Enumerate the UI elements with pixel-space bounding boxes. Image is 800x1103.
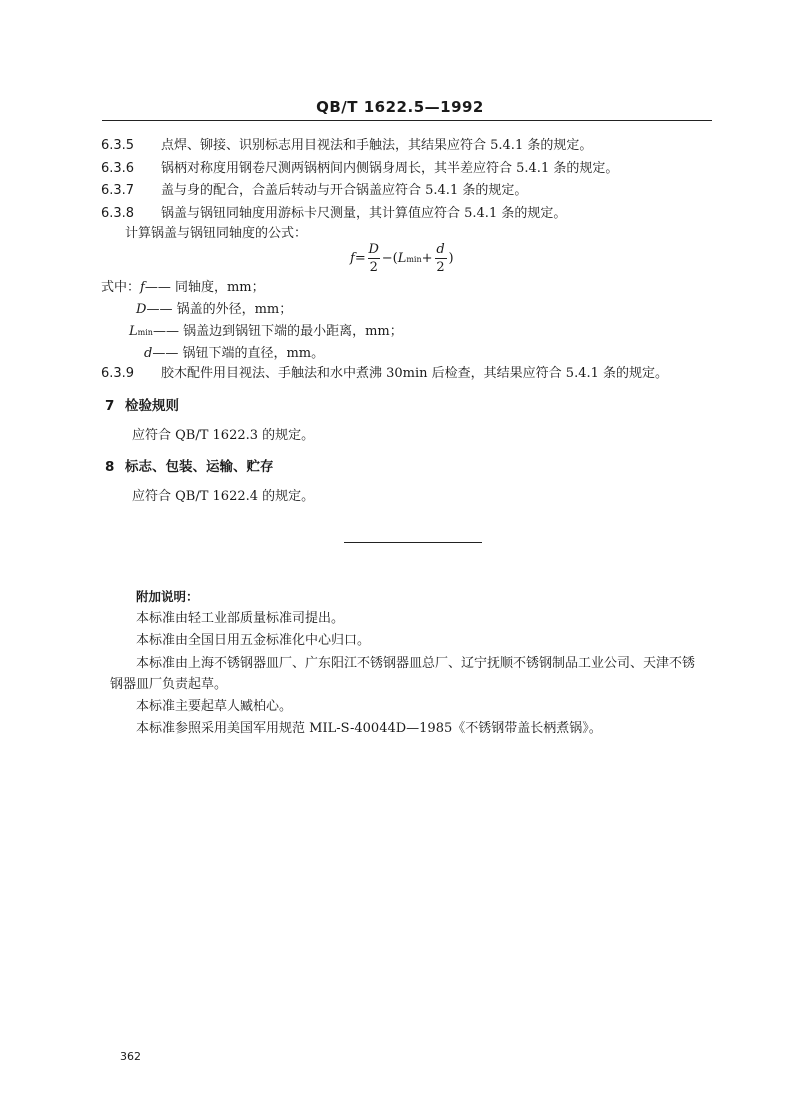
fraction-numerator: D — [368, 242, 379, 257]
section-title: 标志、包装、运输、贮存 — [125, 459, 274, 475]
notes-line: 本标准主要起草人臧柏心。 — [136, 699, 293, 714]
section-number: 7 — [105, 398, 115, 414]
legend-symbol: D — [136, 302, 147, 317]
section-7-body: 应符合 QB/T 1622.3 的规定。 — [132, 428, 315, 443]
clause-number: 6.3.8 — [101, 206, 135, 221]
section-title: 检验规则 — [125, 398, 179, 414]
clause-6-3-7 — [101, 183, 527, 199]
legend-text: —— 锅钮下端的直径，mm。 — [152, 346, 325, 361]
legend-symbol: L — [129, 324, 138, 339]
clause-6-3-9 — [101, 366, 668, 382]
notes-line: 本标准由上海不锈钢器皿厂、广东阳江不锈钢器皿总厂、辽宁抚顺不锈钢制品工业公司、天津不锈 — [136, 656, 696, 671]
legend-line-lmin — [129, 324, 403, 341]
clause-text: 锅盖与锅钮同轴度用游标卡尺测量，其计算值应符合 5.4.1 条的规定。 — [161, 206, 567, 221]
clause-text: 盖与身的配合，合盖后转动与开合锅盖应符合 5.4.1 条的规定。 — [161, 183, 528, 198]
fraction-denominator: 2 — [436, 260, 445, 275]
formula-l-sub: min — [406, 255, 422, 264]
clause-number: 6.3.6 — [101, 161, 135, 176]
legend-text: —— 同轴度，mm； — [144, 280, 265, 295]
legend-prefix: 式中： — [101, 280, 141, 295]
section-number: 8 — [105, 459, 115, 475]
formula-close: ) — [448, 251, 454, 266]
clause-number: 6.3.5 — [101, 138, 135, 153]
section-7-heading — [105, 398, 179, 414]
formula-l: L — [397, 251, 407, 266]
formula-plus: + — [421, 251, 433, 266]
fraction-denominator: 2 — [369, 260, 378, 275]
header-rule — [102, 120, 712, 121]
notes-line: 钢器皿厂负责起草。 — [110, 677, 228, 692]
formula-intro: 计算锅盖与锅钮同轴度的公式： — [125, 226, 308, 241]
fraction-bar — [368, 258, 380, 259]
formula-lhs: f — [350, 251, 355, 266]
end-of-standard-rule — [344, 542, 482, 543]
clause-6-3-8 — [101, 206, 566, 222]
page-number: 362 — [120, 1050, 141, 1063]
notes-line: 本标准由全国日用五金标准化中心归口。 — [136, 633, 371, 648]
notes-line: 本标准参照采用美国军用规范 MIL-S-40044D—1985《不锈钢带盖长柄煮锅》。 — [136, 721, 602, 736]
clause-6-3-6 — [101, 161, 618, 177]
formula — [350, 242, 454, 275]
fraction-numerator: d — [436, 242, 445, 257]
formula-eq: = — [354, 251, 366, 266]
clause-text: 胶木配件用目视法、手触法和水中煮沸 30min 后检查，其结果应符合 5.4.1 条的规定。 — [161, 366, 669, 381]
fraction-bar — [435, 258, 447, 259]
legend-text: —— 锅盖的外径，mm； — [146, 302, 293, 317]
page-header-title: QB/T 1622.5—1992 — [316, 98, 484, 116]
legend-line-f — [101, 280, 265, 296]
clause-number: 6.3.7 — [101, 183, 135, 198]
legend-line-d-small — [144, 346, 324, 362]
clause-text: 点焊、铆接、识别标志用目视法和手触法，其结果应符合 5.4.1 条的规定。 — [161, 138, 593, 153]
fraction-d-over-2 — [368, 242, 380, 275]
legend-symbol: f — [140, 280, 145, 295]
clause-text: 锅柄对称度用钢卷尺测两锅柄间内侧锅身周长，其半差应符合 5.4.1 条的规定。 — [161, 161, 619, 176]
legend-symbol-sub: min — [137, 328, 153, 337]
section-8-body: 应符合 QB/T 1622.4 的规定。 — [132, 489, 315, 504]
section-8-heading — [105, 459, 274, 475]
legend-line-d-outer — [136, 302, 292, 318]
notes-line: 本标准由轻工业部质量标准司提出。 — [136, 611, 345, 626]
clause-6-3-5 — [101, 138, 592, 154]
legend-text: —— 锅盖边到锅钮下端的最小距离，mm； — [152, 324, 403, 339]
clause-number: 6.3.9 — [101, 366, 135, 381]
legend-symbol: d — [144, 346, 153, 361]
formula-minus: −( — [381, 251, 398, 266]
fraction-small-d-over-2 — [435, 242, 447, 275]
notes-title: 附加说明： — [136, 589, 199, 604]
